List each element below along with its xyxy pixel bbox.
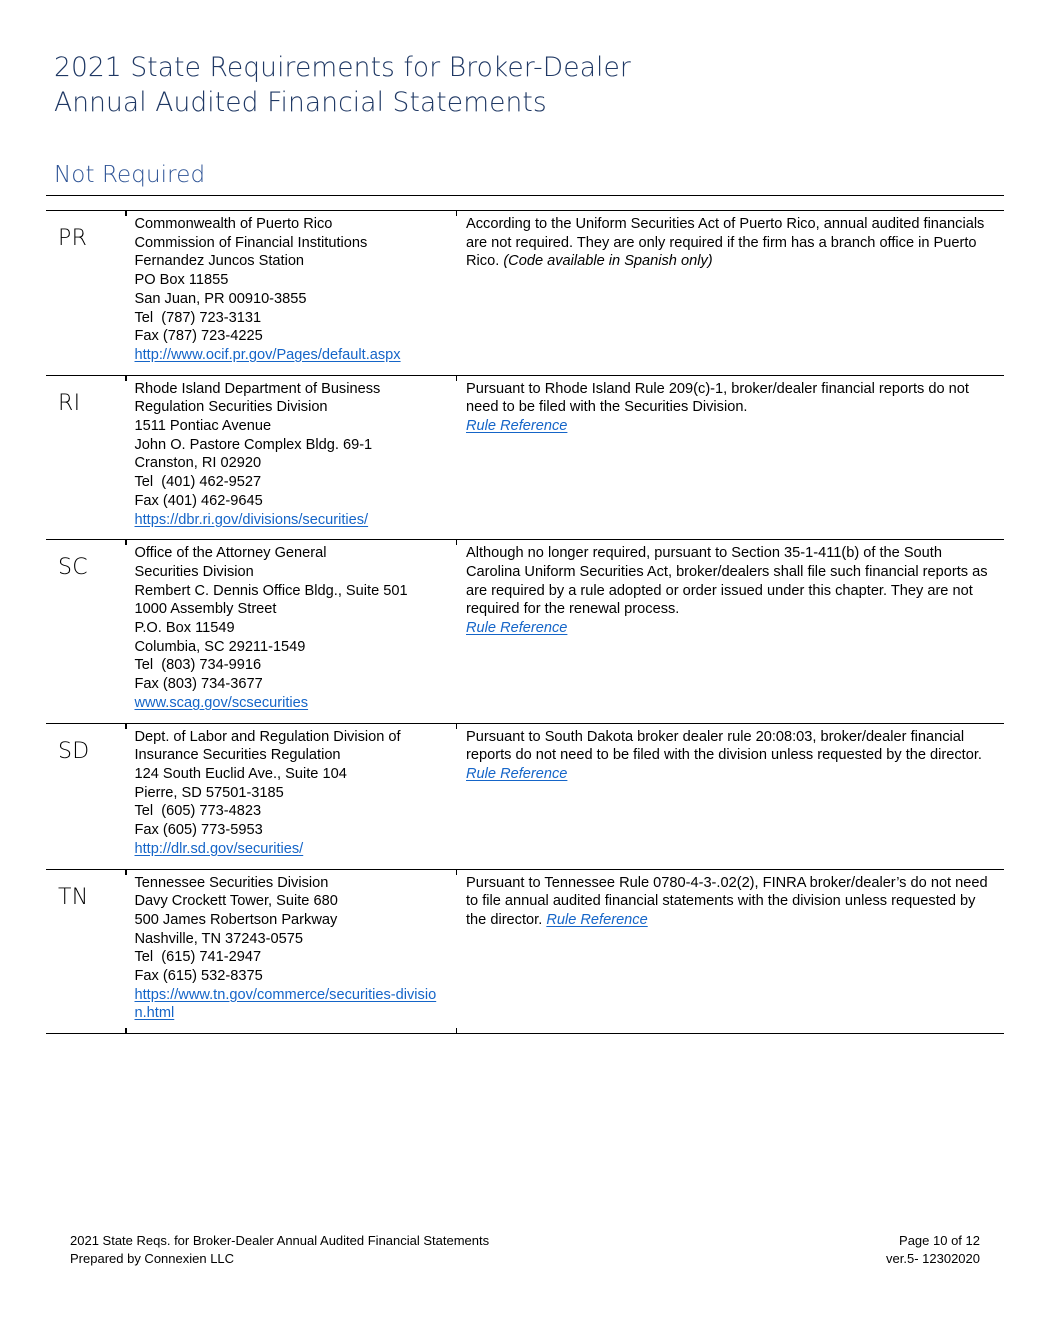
requirement-description-cell bbox=[456, 723, 1004, 869]
address-line: 1511 Pontiac Avenue bbox=[134, 418, 272, 435]
address-line: 1000 Assembly Street bbox=[134, 601, 277, 618]
table-row bbox=[46, 375, 1004, 540]
address-line: Nashville, TN 37243-0575 bbox=[134, 930, 303, 947]
state-abbreviation: RI bbox=[58, 390, 81, 416]
requirement-description-cell bbox=[456, 375, 1004, 540]
rule-reference-link[interactable]: Rule Reference bbox=[466, 620, 568, 637]
requirement-description bbox=[466, 728, 996, 784]
description-text: Pursuant to Rhode Island Rule 209(c)-1, broker/dealer financial reports do not need to be filed with the Securities Division. bbox=[466, 380, 969, 416]
table-row bbox=[46, 211, 1004, 376]
document-title-line1: 2021 State Requirements for Broker-Dealer bbox=[54, 52, 631, 83]
address-line: Tel (605) 773-4823 bbox=[134, 803, 262, 820]
address-line: Fax (787) 723-4225 bbox=[134, 328, 263, 345]
state-abbreviation-cell bbox=[46, 211, 126, 376]
requirement-description-cell bbox=[456, 869, 1004, 1034]
requirement-description-cell bbox=[456, 211, 1004, 376]
rule-reference-link[interactable]: Rule Reference bbox=[546, 911, 648, 928]
state-abbreviation: SC bbox=[58, 555, 88, 581]
requirement-description bbox=[466, 544, 996, 638]
address-line: Fax (605) 773-5953 bbox=[134, 822, 263, 839]
footer-right bbox=[886, 1232, 980, 1268]
agency-address-cell bbox=[126, 869, 456, 1034]
state-abbreviation: PR bbox=[58, 226, 88, 251]
state-abbreviation-cell bbox=[46, 723, 126, 869]
table-row bbox=[46, 540, 1004, 723]
address-line: Tel (803) 734-9916 bbox=[134, 657, 262, 674]
description-text: According to the Uniform Securities Act of Puerto Rico, annual audited financials are not required. They are only required if the firm has a branch office in Puerto Rico. bbox=[466, 216, 985, 270]
address-line: Davy Crockett Tower, Suite 680 bbox=[134, 893, 338, 910]
table-row bbox=[46, 869, 1004, 1034]
agency-website-link[interactable]: http://www.ocif.pr.gov/Pages/default.aspx bbox=[134, 346, 401, 363]
rule-reference-link[interactable]: Rule Reference bbox=[466, 418, 568, 435]
address-line: San Juan, PR 00910-3855 bbox=[134, 290, 307, 307]
footer-page-number: Page 10 of 12 bbox=[899, 1233, 980, 1248]
address-line: Fax (803) 734-3677 bbox=[134, 676, 263, 693]
agency-website-link[interactable]: https://dbr.ri.gov/divisions/securities/ bbox=[134, 511, 369, 528]
section-divider bbox=[46, 195, 1004, 196]
agency-address-cell bbox=[126, 723, 456, 869]
address-line: Rhode Island Department of Business bbox=[134, 380, 381, 397]
address-line: Fernandez Juncos Station bbox=[134, 253, 305, 270]
address-line: Cranston, RI 02920 bbox=[134, 455, 262, 472]
address-line: Commission of Financial Institutions bbox=[134, 234, 368, 251]
agency-address-cell bbox=[126, 375, 456, 540]
footer-preparer: Prepared by Connexien LLC bbox=[70, 1251, 235, 1266]
address-line: Fax (615) 532-8375 bbox=[134, 968, 263, 985]
description-text: Pursuant to Tennessee Rule 0780-4-3-.02(2), FINRA broker/dealer’s do not need to file annual audited financial statements with the division unless requested by the director. bbox=[466, 874, 988, 928]
address-line: Tennessee Securities Division bbox=[134, 874, 329, 891]
document-title bbox=[54, 50, 754, 120]
requirement-description bbox=[466, 874, 996, 930]
state-requirements-table bbox=[46, 210, 1004, 1034]
address-line: Pierre, SD 57501-3185 bbox=[134, 784, 284, 801]
address-line: Securities Division bbox=[134, 563, 254, 580]
address-line: Tel (787) 723-3131 bbox=[134, 309, 262, 326]
footer-version: ver.5- 12302020 bbox=[886, 1251, 980, 1266]
table-row bbox=[46, 723, 1004, 869]
section-heading: Not Required bbox=[54, 162, 206, 188]
agency-address-cell bbox=[126, 211, 456, 376]
table-body bbox=[46, 211, 1004, 1034]
description-text: Pursuant to South Dakota broker dealer rule 20:08:03, broker/dealer financial reports do not need to be filed with the division unless requested by the director. bbox=[466, 728, 982, 764]
page-footer bbox=[70, 1232, 980, 1268]
state-abbreviation: TN bbox=[58, 884, 89, 910]
state-abbreviation-cell bbox=[46, 869, 126, 1034]
description-text: Although no longer required, pursuant to Section 35-1-411(b) of the South Carolina Uniform Securities Act, broker/dealers shall file such financial reports as are required by a rule adopted or order issued under this chapter. They are not required for the renewal process. bbox=[466, 545, 988, 618]
agency-website-link[interactable]: http://dlr.sd.gov/securities/ bbox=[134, 840, 304, 857]
address-line: Columbia, SC 29211-1549 bbox=[134, 638, 306, 655]
address-line: Fax (401) 462-9645 bbox=[134, 492, 263, 509]
address-line: Tel (615) 741-2947 bbox=[134, 949, 262, 966]
requirement-description-cell bbox=[456, 540, 1004, 723]
agency-website-link[interactable]: www.scag.gov/scsecurities bbox=[134, 694, 309, 711]
rule-reference-link[interactable]: Rule Reference bbox=[466, 765, 568, 782]
state-abbreviation-cell bbox=[46, 540, 126, 723]
address-line: 124 South Euclid Ave., Suite 104 bbox=[134, 765, 347, 782]
address-line: 500 James Robertson Parkway bbox=[134, 911, 338, 928]
address-line: John O. Pastore Complex Bldg. 69-1 bbox=[134, 436, 373, 453]
address-line: Office of the Attorney General bbox=[134, 545, 327, 562]
document-title-line2: Annual Audited Financial Statements bbox=[54, 87, 547, 118]
state-abbreviation-cell bbox=[46, 375, 126, 540]
address-line: Commonwealth of Puerto Rico bbox=[134, 216, 333, 232]
agency-address-cell bbox=[126, 540, 456, 723]
address-line: Rembert C. Dennis Office Bldg., Suite 501 bbox=[134, 582, 408, 599]
address-line: Tel (401) 462-9527 bbox=[134, 474, 262, 491]
address-line: PO Box 11855 bbox=[134, 272, 229, 289]
address-line: Dept. of Labor and Regulation Division of bbox=[134, 728, 401, 745]
agency-website-link[interactable]: https://www.tn.gov/commerce/securities-division.html bbox=[134, 986, 437, 1022]
requirement-description bbox=[466, 380, 996, 436]
address-line: Insurance Securities Regulation bbox=[134, 747, 341, 764]
address-line: Regulation Securities Division bbox=[134, 399, 328, 416]
address-line: P.O. Box 11549 bbox=[134, 620, 235, 637]
state-abbreviation: SD bbox=[58, 738, 90, 764]
footer-left bbox=[70, 1232, 489, 1268]
description-note: (Code available in Spanish only) bbox=[503, 253, 713, 270]
footer-document-name: 2021 State Reqs. for Broker-Dealer Annual Audited Financial Statements bbox=[70, 1233, 490, 1248]
requirement-description bbox=[466, 215, 996, 271]
